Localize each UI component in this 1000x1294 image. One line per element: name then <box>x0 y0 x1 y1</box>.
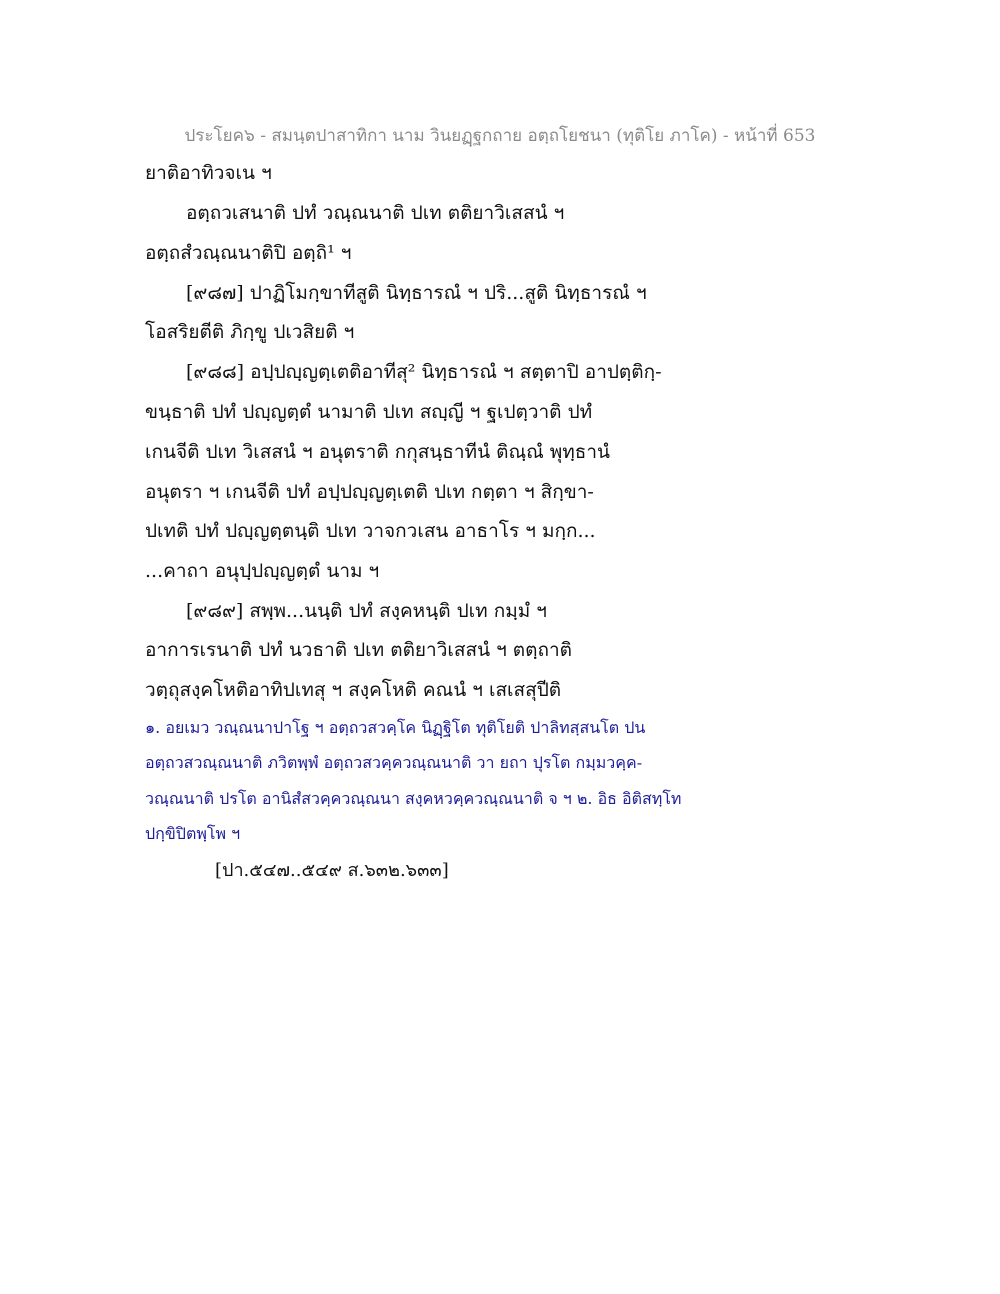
body-line: [๙๘๘] อปฺปญฺญตฺเตติอาทีสุ² นิทฺธารณํ ฯ สตฺตาปิ อาปตฺติกฺ- <box>186 361 662 383</box>
body-line: อตฺถวเสนาติ ปทํ วณฺณนาติ ปเท ตติยาวิเสสนํ ฯ <box>186 202 565 224</box>
body-line: ขนฺธาติ ปทํ ปญฺญตฺตํ นามาติ ปเท สญฺญี ฯ ฐเปตฺวาติ ปทํ <box>145 401 593 423</box>
footnote-line: ๑. อยเมว วณฺณนาปาโฐ ฯ อตฺถวสวคฺโค นิฏฺฐิโต ทุติโยติ ปาลิทสฺสนโต ปน <box>145 718 646 737</box>
body-line: อาการเรนาติ ปทํ นวธาติ ปเท ตติยาวิเสสนํ ฯ ตตฺถาติ <box>145 639 572 661</box>
body-line: โอสริยตีติ ภิกฺขู ปเวสิยติ ฯ <box>145 321 355 343</box>
footnote-line: ปกฺขิปิตพฺโพ ฯ <box>145 824 241 843</box>
body-line: วตฺถุสงฺคโหติอาทิปเทสุ ฯ สงฺคโหติ คณนํ ฯ เสเสสุปีติ <box>145 679 562 701</box>
body-line: ปเทติ ปทํ ปญฺญตฺตนฺติ ปเท วาจกวเสน อาธาโร ฯ มกฺก... <box>145 520 596 542</box>
body-line: เกนจีติ ปเท วิเสสนํ ฯ อนุตราติ กกุสนฺธาทีนํ ติณฺณํ พุทฺธานํ <box>145 441 611 463</box>
body-line: ...คาถา อนุปฺปญฺญตฺตํ นาม ฯ <box>145 560 380 582</box>
body-line: [๙๘๗] ปาฏิโมกฺขาทีสูติ นิทฺธารณํ ฯ ปริ...สูติ นิทฺธารณํ ฯ <box>186 282 647 304</box>
footnote-line: วณฺณนาติ ปรโต อานิสํสวคฺควณฺณนา สงฺคหวคฺควณฺณนาติ จ ฯ ๒. อิธ อิติสทฺโท <box>145 789 682 808</box>
body-line: [๙๘๙] สพฺพ...นนฺติ ปทํ สงฺคหนฺติ ปเท กมฺมํ ฯ <box>186 600 547 622</box>
footnote-line: อตฺถวสวณฺณนาติ ภวิตพฺพํ อตฺถวสวคฺควณฺณนาติ วา ยถา ปุรโต กมฺมวคฺค- <box>145 753 643 772</box>
body-line: อตฺถสํวณฺณนาติปิ อตฺถิ¹ ฯ <box>145 242 352 264</box>
body-line: ยาติอาทิวจเน ฯ <box>145 162 272 184</box>
page-header: ประโยค๖ - สมนฺตปาสาทิกา นาม วินยฏฺฐกถาย อตฺถโยชนา (ทุติโย ภาโค) - หน้าที่ 653 <box>184 126 816 146</box>
page-reference: [ปา.๕๔๗..๕๔๙ ส.๖๓๒.๖๓๓] <box>215 860 449 881</box>
body-line: อนุตรา ฯ เกนจีติ ปทํ อปฺปญฺญตฺเตติ ปเท กตฺตา ฯ สิกฺขา- <box>145 481 594 503</box>
